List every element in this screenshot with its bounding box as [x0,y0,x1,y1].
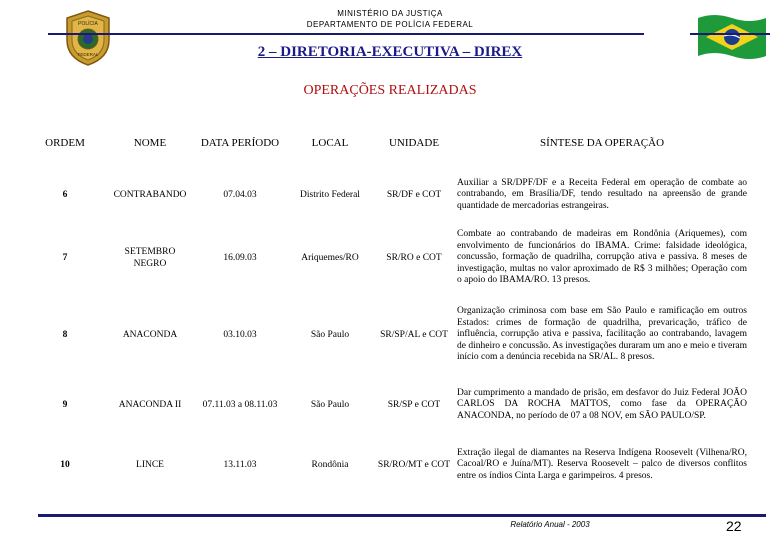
cell-local: São Paulo [310,330,350,340]
cell-unidade: SR/RO e COT [386,253,442,263]
cell-local: Ariquemes/RO [301,253,359,263]
badge-text-top: POLÍCIA [78,21,98,27]
header-local: LOCAL [311,137,349,149]
cell-ordem: 9 [62,400,68,410]
header-ordem: ORDEM [45,137,85,149]
table-row [24,376,750,434]
cell-data: 16.09.03 [223,253,257,263]
cell-sintese: Extração ilegal de diamantes na Reserva Indígena Roosevelt (Vilhena/RO, Cacoal/RO e Juína/MT). Reserva Roosevelt – palco de diversos conflitos entre os índios Cinta Larga e garimpeiros. 4 presos. [457,447,747,481]
cell-ordem: 6 [62,190,68,200]
department-name: DEPARTAMENTO DE POLÍCIA FEDERAL [306,20,474,29]
cell-data: 13.11.03 [223,460,257,470]
cell-unidade: SR/DF e COT [386,190,442,200]
cell-nome: ANACONDA [122,330,178,340]
header-sintese: SÍNTESE DA OPERAÇÃO [539,137,665,149]
cell-local: São Paulo [310,400,350,410]
cell-nome: CONTRABANDO [113,190,187,200]
cell-local: Distrito Federal [300,190,360,200]
page-number: 22 [726,518,742,534]
header-unidade: UNIDADE [388,137,440,149]
cell-unidade: SR/SP e COT [387,400,441,410]
cell-sintese: Combate ao contrabando de madeiras em Rondônia (Ariquemes), com envolvimento de funcionários do IBAMA. Crime: falsidade ideológica, concussão, formação de quadrilha, corrupção ativa e passiva. 8 meses de investigação, multas no valor aproximado de R$ 3 milhões; Operação com o apoio do IBAMA/RO. 13 presos. [457,229,747,286]
table-row [24,168,750,222]
report-label: Relatório Anual - 2003 [510,520,590,529]
cell-nome: LINCE [136,460,164,470]
ministry-name: MINISTÉRIO DA JUSTIÇA [337,9,443,18]
cell-ordem: 7 [62,253,68,263]
cell-sintese: Auxiliar a SR/DPF/DF e a Receita Federal em operação de combate ao contrabando, em Brasília/DF, tendo resultado na apreensão de grande quantidade de mercadorias estrangeiras. [457,177,747,211]
operations-table [24,118,750,496]
page-title: 2 – DIRETORIA-EXECUTIVA – DIREX [257,44,523,60]
cell-unidade: SR/SP/AL e COT [380,330,448,340]
cell-sintese: Dar cumprimento a mandado de prisão, em desfavor do Juiz Federal JOÃO CARLOS DA ROCHA MATTOS, como fase da OPERAÇÃO ANACONDA, no período de 07 a 08 NOV, em SÃO PAULO/SP. [457,387,747,421]
cell-ordem: 8 [62,330,68,340]
cell-data: 03.10.03 [223,330,257,340]
table-row [24,434,750,496]
table-row [24,222,750,294]
section-subtitle: OPERAÇÕES REALIZADAS [303,83,477,98]
table-row [24,294,750,376]
badge-text-bottom: FEDERAL [77,52,99,57]
header-data: DATA PERÍODO [200,137,280,149]
cell-local: Rondônia [311,460,349,470]
footer-rule [38,514,766,517]
header-rule-right [690,33,770,35]
table-header-row [24,118,750,168]
cell-nome: ANACONDA II [118,400,182,410]
cell-unidade: SR/RO/MT e COT [377,460,451,470]
cell-nome: SETEMBRO NEGRO [124,247,176,269]
cell-data: 07.11.03 a 08.11.03 [202,400,278,410]
header-rule [48,33,644,35]
cell-data: 07.04.03 [223,190,257,200]
cell-ordem: 10 [60,460,70,470]
header-nome: NOME [133,137,167,149]
cell-sintese: Organização criminosa com base em São Paulo e ramificação em outros Estados: crimes de formação de quadrilha, prevaricação, tráfico de influência, corrupção ativa e passiva, facilitação ao contrabando, lavagem de dinheiro e concussão. As investigações duraram um ano e meio e tiveram início com a denúncia recebida na SR/AL. 8 presos. [457,306,747,363]
